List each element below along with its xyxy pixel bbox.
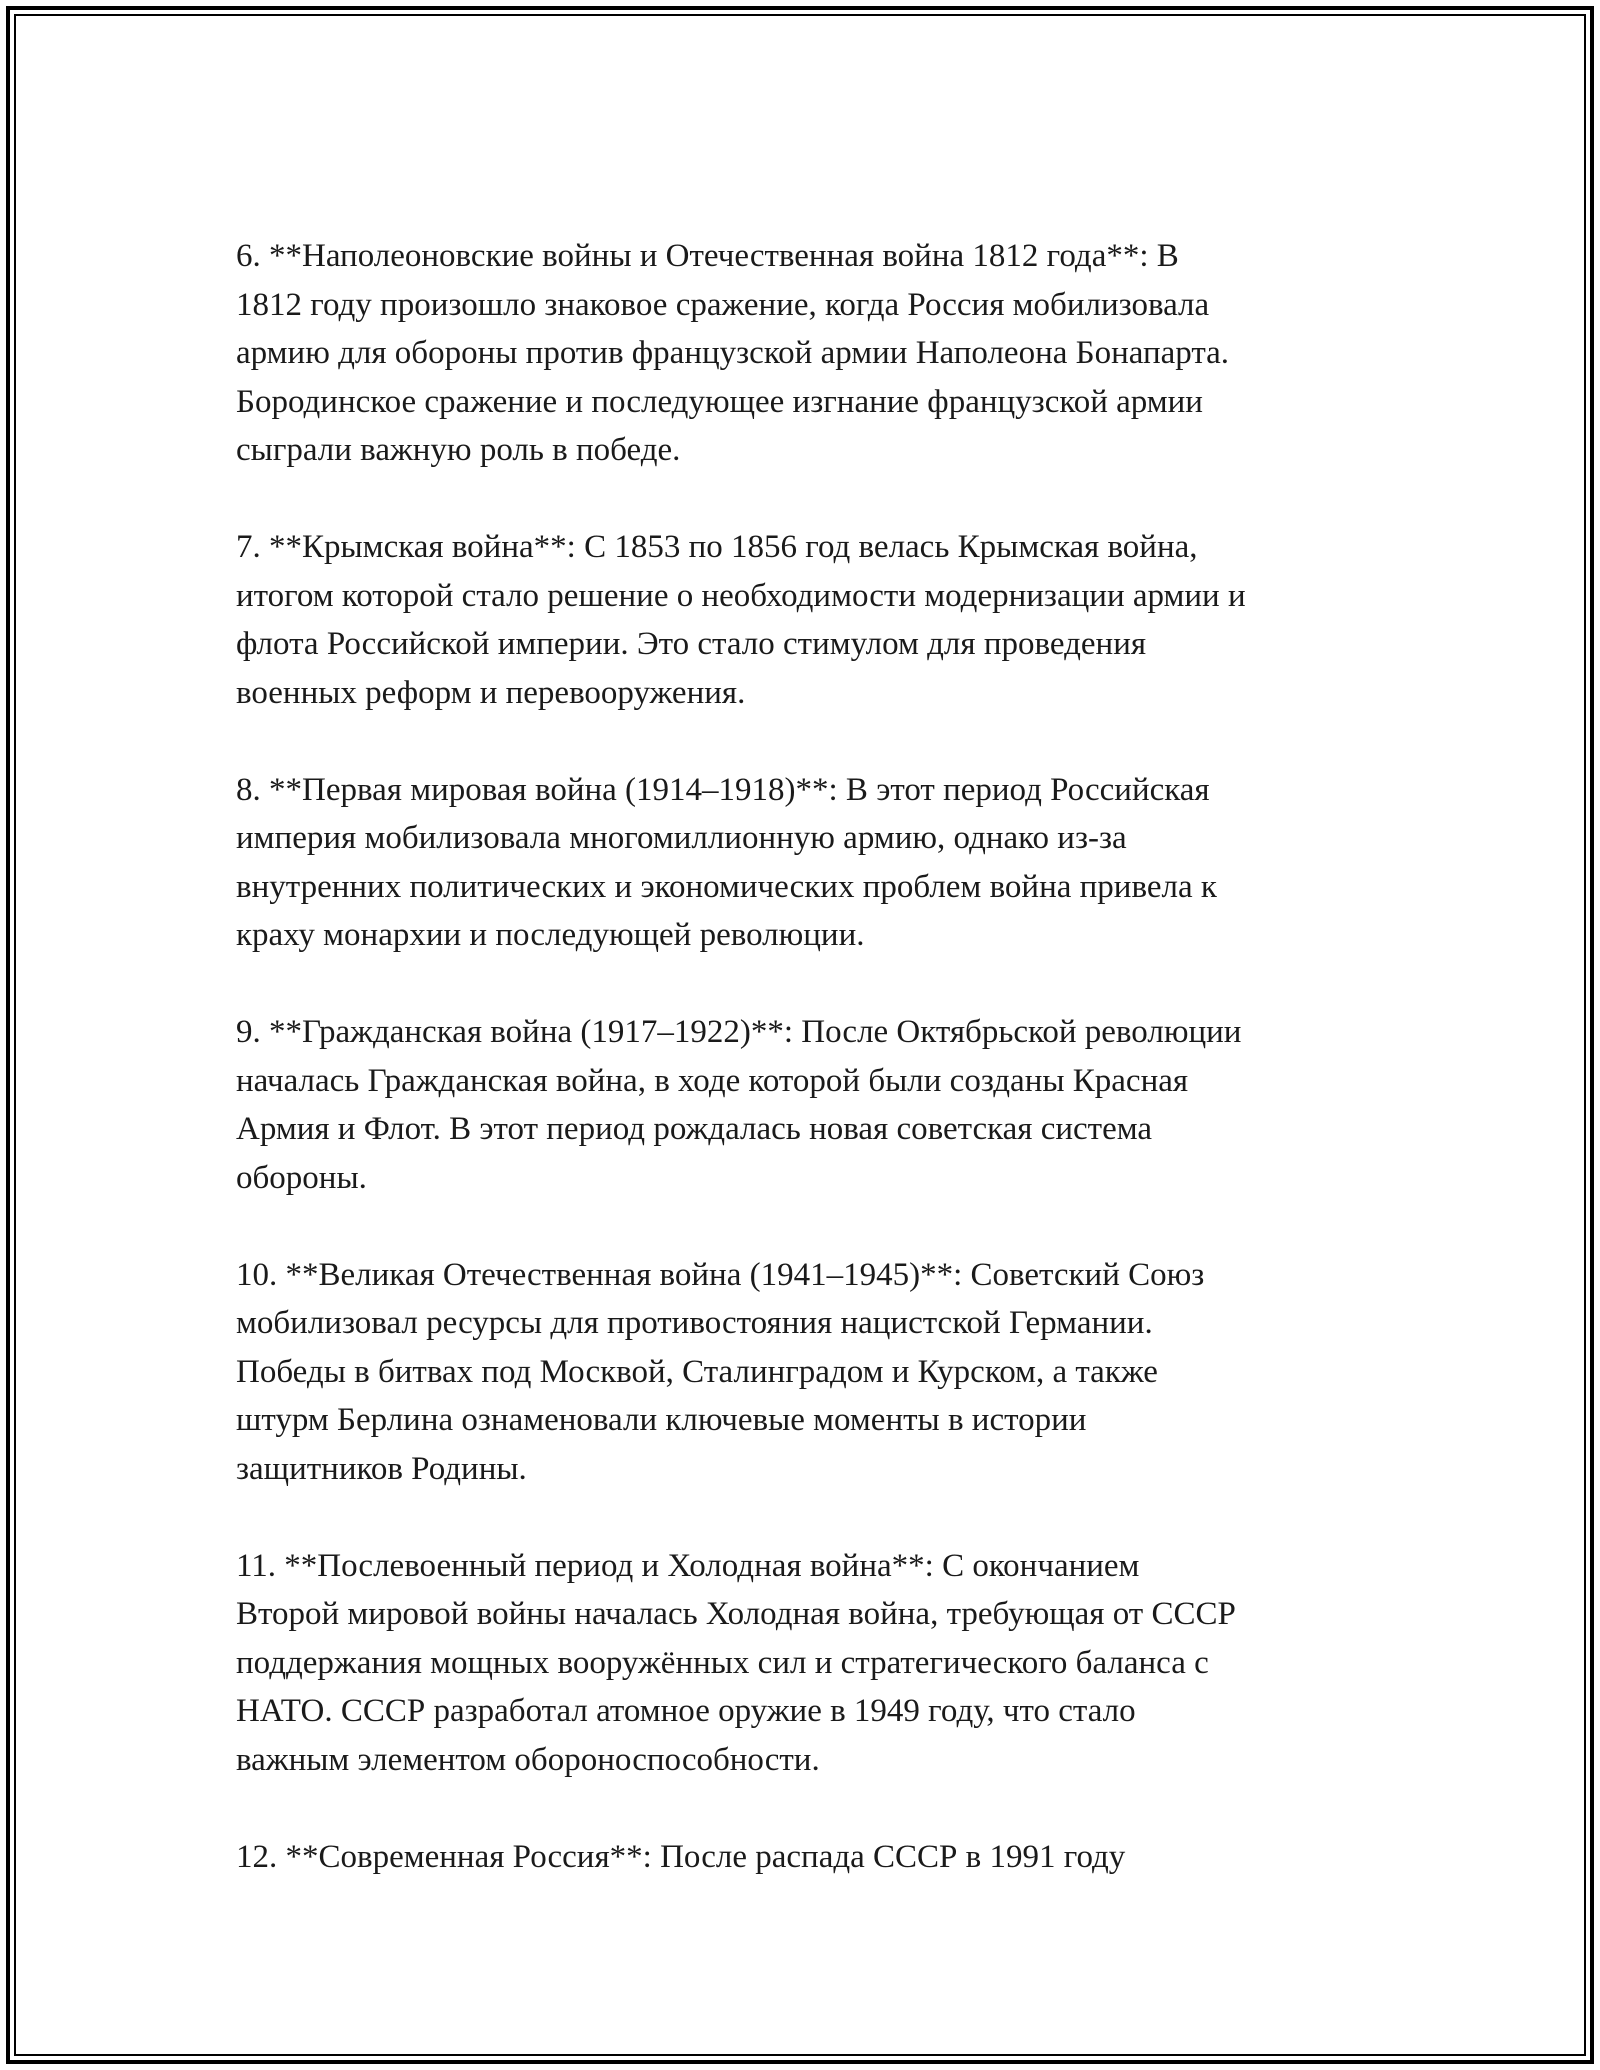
paragraph-item-11 xyxy=(236,1542,1376,1785)
text-line: важным элементом обороноспособности. xyxy=(236,1741,820,1778)
paragraph-item-7 xyxy=(236,523,1376,717)
text-line: мобилизовал ресурсы для противостояния нацистской Германии. xyxy=(236,1305,1153,1341)
text-line: сыграли важную роль в победе. xyxy=(236,432,681,468)
text-line: Бородинское сражение и последующее изгнание французской армии xyxy=(236,383,1203,420)
paragraph-item-6 xyxy=(236,232,1376,475)
paragraph-item-10 xyxy=(236,1251,1376,1494)
text-line: 8. **Первая мировая война (1914–1918)**: В этот период Российская xyxy=(236,771,1210,808)
text-line: защитников Родины. xyxy=(236,1450,527,1487)
text-line: 10. **Великая Отечественная война (1941–1945)**: Советский Союз xyxy=(236,1256,1205,1293)
text-line: 9. **Гражданская война (1917–1922)**: После Октябрьской революции xyxy=(236,1014,1242,1050)
text-line: 1812 году произошло знаковое сражение, когда Россия мобилизовала xyxy=(236,286,1210,323)
text-line: штурм Берлина ознаменовали ключевые моменты в истории xyxy=(236,1402,1087,1438)
text-line: обороны. xyxy=(236,1159,367,1196)
text-line: Победы в битвах под Москвой, Сталинградом и Курском, а также xyxy=(236,1353,1158,1390)
document-body xyxy=(236,232,1376,1930)
paragraph-item-9 xyxy=(236,1008,1376,1202)
text-line: началась Гражданская война, в ходе которой были созданы Красная xyxy=(236,1062,1189,1099)
text-line: внутренних политических и экономических проблем война привела к xyxy=(236,868,1217,905)
text-line: поддержания мощных вооружённых сил и стратегического баланса с xyxy=(236,1644,1209,1681)
text-line: 12. **Современная Россия**: После распада СССР в 1991 году xyxy=(236,1838,1126,1875)
text-line: НАТО. СССР разработал атомное оружие в 1949 году, что стало xyxy=(236,1693,1136,1729)
text-line: краху монархии и последующей революции. xyxy=(236,917,865,953)
text-line: военных реформ и перевооружения. xyxy=(236,674,746,711)
text-line: 11. **Послевоенный период и Холодная война**: С окончанием xyxy=(236,1547,1140,1584)
text-line: итогом которой стало решение о необходимости модернизации армии и xyxy=(236,577,1246,614)
text-line: флота Российской империи. Это стало стимулом для проведения xyxy=(236,626,1147,662)
paragraph-item-12 xyxy=(236,1833,1376,1882)
text-line: 7. **Крымская война**: С 1853 по 1856 год велась Крымская война, xyxy=(236,529,1198,565)
text-line: Армия и Флот. В этот период рождалась новая советская система xyxy=(236,1111,1153,1147)
text-line: армию для обороны против французской армии Наполеона Бонапарта. xyxy=(236,335,1230,371)
text-line: 6. **Наполеоновские войны и Отечественная война 1812 года**: В xyxy=(236,238,1179,274)
text-line: империя мобилизовала многомиллионную армию, однако из-за xyxy=(236,820,1127,856)
paragraph-item-8 xyxy=(236,766,1376,960)
text-line: Второй мировой войны началась Холодная война, требующая от СССР xyxy=(236,1596,1236,1632)
